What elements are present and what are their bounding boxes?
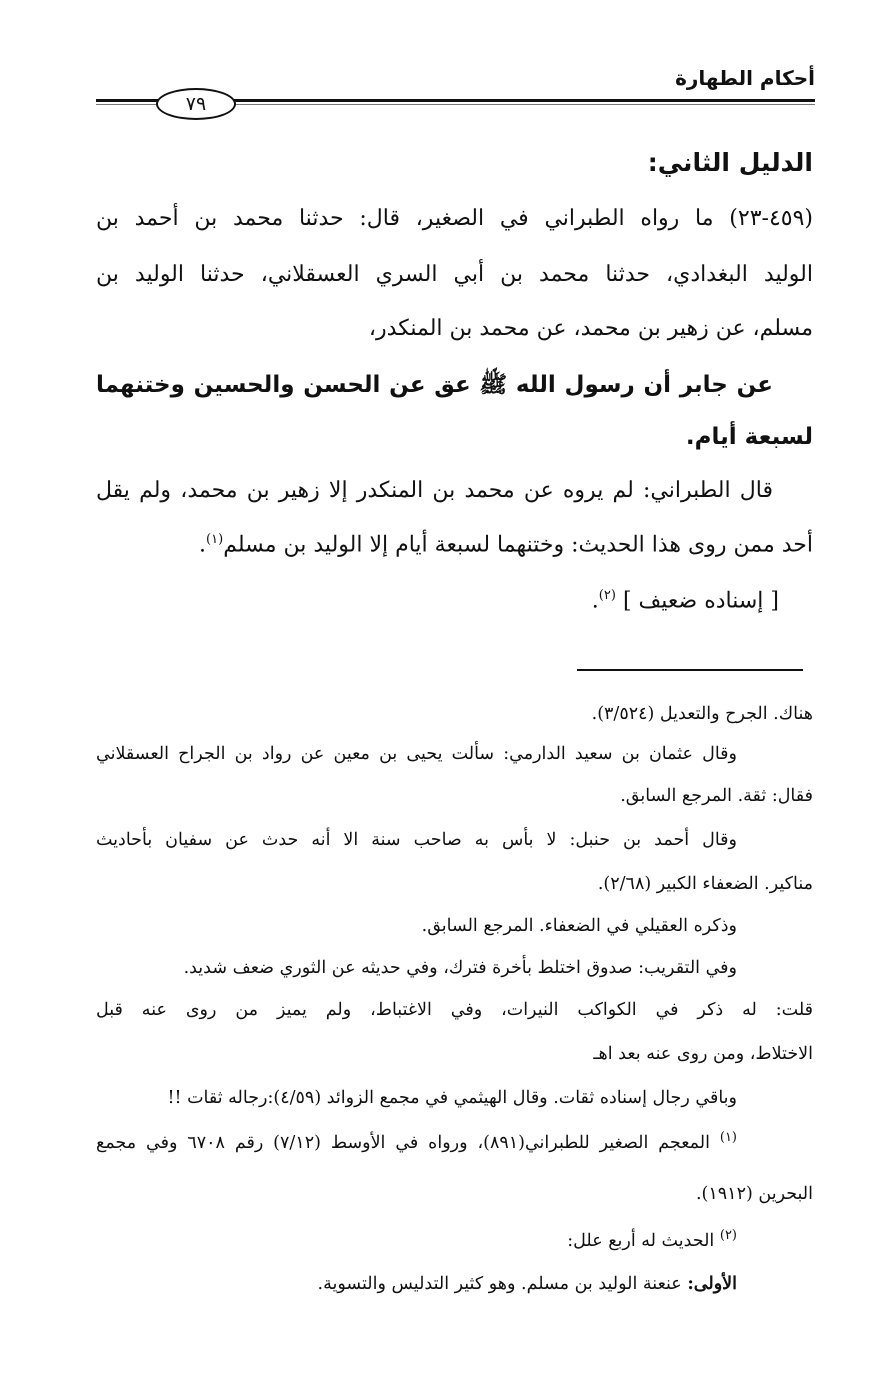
footnote-line-7: وفي التقريب: صدوق اختلط بأخرة فترك، وفي حديثه عن الثوري ضعف شديد. [183, 958, 737, 978]
footnote-line-5: مناكير. الضعفاء الكبير (٢/٦٨). [597, 874, 813, 894]
first-cause-label: الأولى: [687, 1274, 737, 1294]
hadith-line-1: عن جابر أن رسول الله ﷺ عق عن الحسن والحسين وختنهما [96, 372, 773, 398]
comment-line-2 [96, 532, 813, 557]
book-title: أحكام الطهارة [675, 66, 815, 90]
footnote-1 [96, 1130, 777, 1153]
footnote-1-marker: (١) [719, 1130, 737, 1145]
comment-line-2-end: . [199, 532, 207, 558]
narration-line-1: (٤٥٩-٢٣) ما رواه الطبراني في الصغير، قال: حدثنا محمد بن أحمد بن [96, 206, 814, 231]
footnote-line-10: وباقي رجال إسناده ثقات. وقال الهيثمي في مجمع الزوائد (٤/٥٩):رجاله ثقات !! [167, 1088, 737, 1108]
isnad-ruling-text: [ إسناده ضعيف ] [622, 588, 779, 614]
section-heading: الدليل الثاني: [647, 148, 813, 177]
comment-line-1: قال الطبراني: لم يروه عن محمد بن المنكدر إلا زهير بن محمد، ولم يقل [96, 478, 773, 503]
footnote-line-6: وذكره العقيلي في الضعفاء. المرجع السابق. [421, 916, 737, 936]
footnote-2-marker: (٢) [719, 1228, 737, 1243]
footnote-ref-1: (١) [206, 532, 224, 547]
first-cause [96, 1274, 777, 1294]
hadith-line-2: لسبعة أيام. [685, 424, 813, 450]
isnad-ruling-end: . [591, 588, 599, 614]
footnote-line-3: فقال: ثقة. المرجع السابق. [620, 786, 813, 806]
footnote-line-1: هناك. الجرح والتعديل (٣/٥٢٤). [591, 704, 813, 724]
first-cause-text: عنعنة الوليد بن مسلم. وهو كثير التدليس والتسوية. [317, 1274, 682, 1294]
footnote-1-continuation: البحرين (١٩١٢). [695, 1184, 813, 1204]
footnote-2-text: الحديث له أربع علل: [567, 1230, 715, 1251]
footnote-2 [96, 1228, 777, 1251]
footnote-1-text: المعجم الصغير للطبراني(٨٩١)، ورواه في الأوسط (٧/١٢) رقم ٦٧٠٨ وفي مجمع [96, 1132, 710, 1153]
footnote-ref-2: (٢) [598, 588, 616, 603]
narration-line-3: مسلم، عن زهير بن محمد، عن محمد بن المنكدر، [368, 316, 813, 341]
comment-line-2-text: أحد ممن روى هذا الحديث: وختنهما لسبعة أيام إلا الوليد بن مسلم [223, 532, 813, 558]
isnad-ruling [592, 588, 779, 613]
footnote-line-9: الاختلاط، ومن روى عنه بعد اهـ [593, 1044, 813, 1064]
footnote-line-8: قلت: له ذكر في الكواكب النيرات، وفي الاغتباط، ولم يميز من روى عنه قبل [96, 1000, 813, 1020]
narration-line-2: الوليد البغدادي، حدثنا محمد بن أبي السري العسقلاني، حدثنا الوليد بن [96, 262, 813, 287]
footnote-line-2: وقال عثمان بن سعيد الدارمي: سألت يحيى بن معين عن رواد بن الجراح العسقلاني [96, 744, 737, 764]
footnote-separator [577, 669, 803, 671]
footnote-line-4: وقال أحمد بن حنبل: لا بأس به صاحب سنة الا أنه حدث عن سفيان بأحاديث [96, 830, 737, 850]
page-number: ٧٩ [156, 88, 236, 120]
